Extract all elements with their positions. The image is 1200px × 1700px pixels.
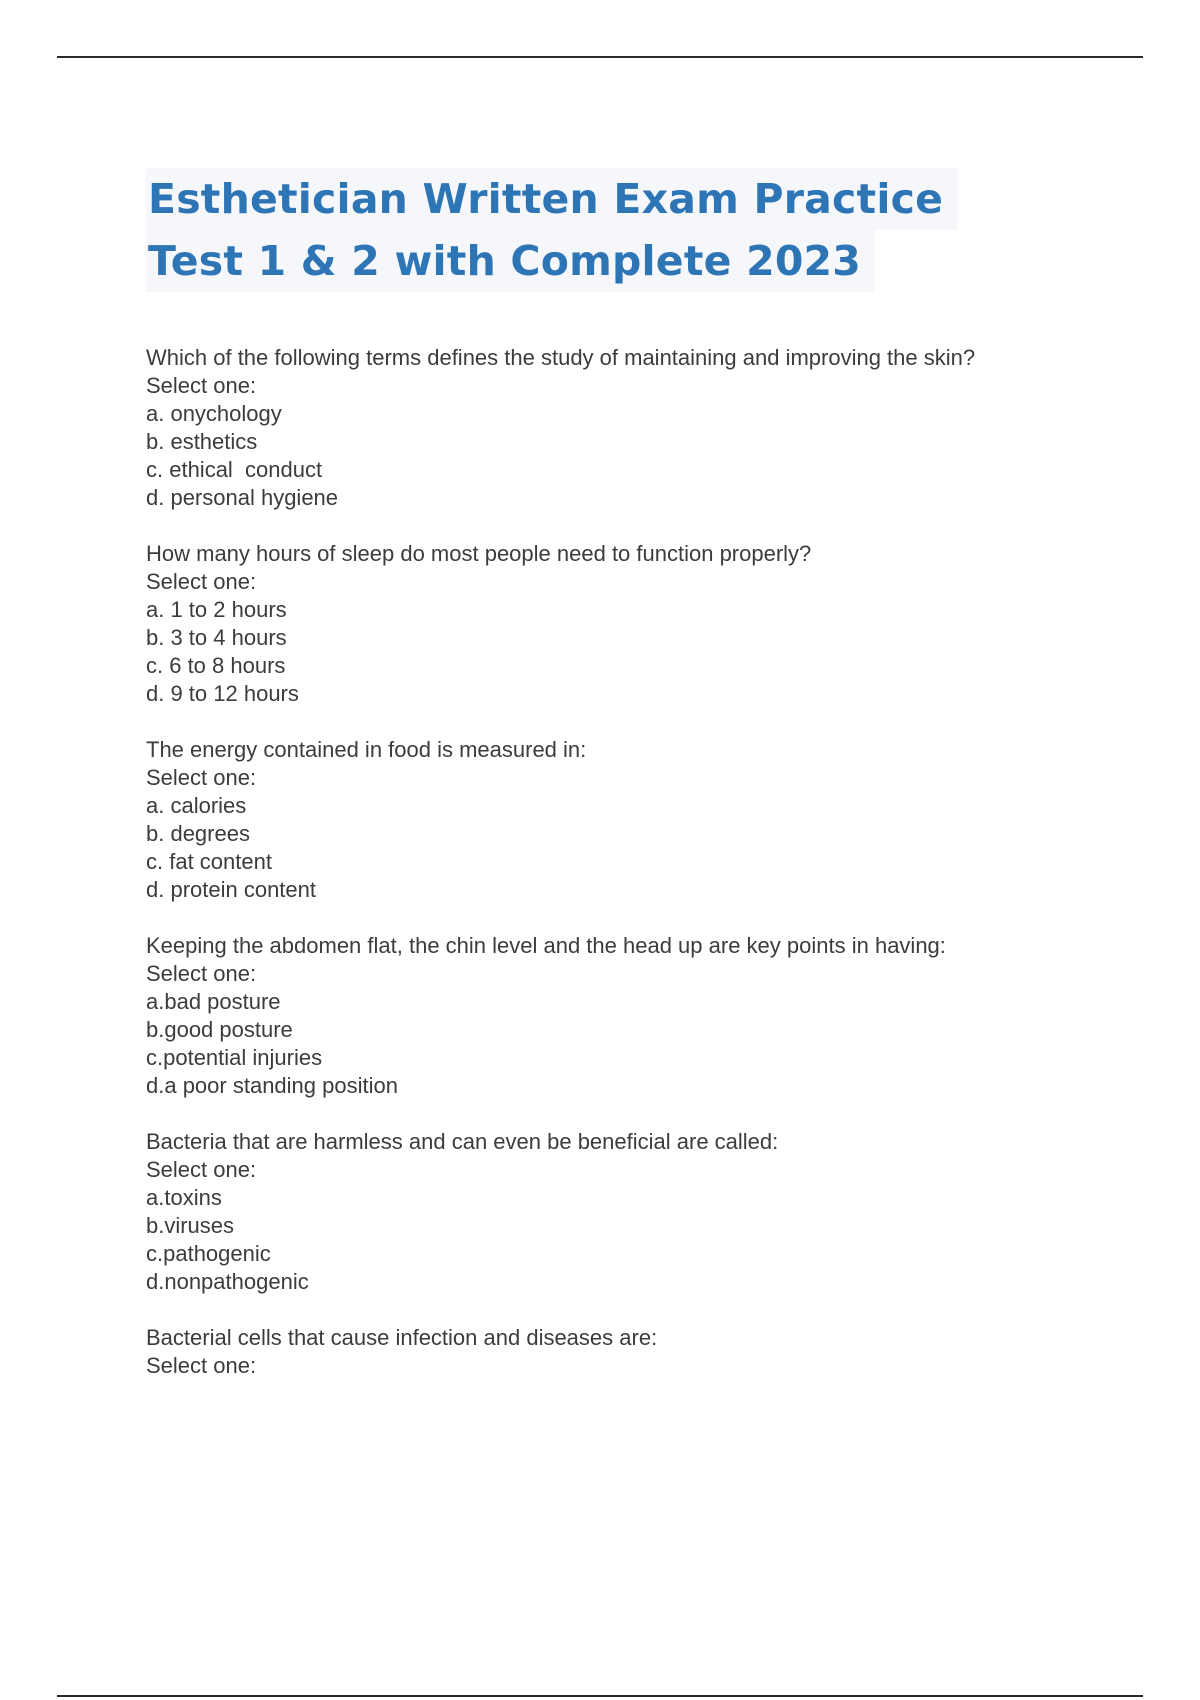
question-prompt: Keeping the abdomen flat, the chin level and the head up are key points in having: (146, 933, 946, 958)
select-one-label: Select one: (146, 765, 257, 790)
question-prompt: The energy contained in food is measured in: (146, 737, 587, 762)
question-prompt: Bacteria that are harmless and can even be beneficial are called: (146, 1129, 779, 1154)
document-title (146, 168, 1046, 292)
answer-option: c.potential injuries (146, 1045, 323, 1070)
question-list (146, 344, 1106, 1408)
select-one-label: Select one: (146, 1157, 257, 1182)
answer-option: d.nonpathogenic (146, 1269, 309, 1294)
question-prompt: Bacterial cells that cause infection and diseases are: (146, 1325, 658, 1350)
answer-option: d. 9 to 12 hours (146, 681, 299, 706)
answer-option: a. calories (146, 793, 247, 818)
answer-option: a. 1 to 2 hours (146, 597, 287, 622)
answer-option: a. onychology (146, 401, 282, 426)
answer-option: b. esthetics (146, 429, 258, 454)
question-5 (146, 1128, 1106, 1296)
answer-option: c. 6 to 8 hours (146, 653, 286, 678)
answer-option: b.good posture (146, 1017, 293, 1042)
answer-option: c.pathogenic (146, 1241, 271, 1266)
footer-rule (57, 1695, 1143, 1697)
answer-option: c. ethical conduct (146, 457, 323, 482)
header-rule (57, 56, 1143, 58)
question-prompt: Which of the following terms defines the study of maintaining and improving the skin? (146, 345, 976, 370)
answer-option: a.toxins (146, 1185, 222, 1210)
select-one-label: Select one: (146, 569, 257, 594)
answer-option: a.bad posture (146, 989, 281, 1014)
answer-option: d. personal hygiene (146, 485, 339, 510)
answer-option: d.a poor standing position (146, 1073, 398, 1098)
select-one-label: Select one: (146, 1353, 257, 1378)
question-4 (146, 932, 1106, 1100)
answer-option: b. degrees (146, 821, 250, 846)
question-6 (146, 1324, 1106, 1380)
answer-option: b.viruses (146, 1213, 235, 1238)
select-one-label: Select one: (146, 373, 257, 398)
question-3 (146, 736, 1106, 904)
answer-option: b. 3 to 4 hours (146, 625, 287, 650)
answer-option: c. fat content (146, 849, 272, 874)
question-prompt: How many hours of sleep do most people need to function properly? (146, 541, 812, 566)
select-one-label: Select one: (146, 961, 257, 986)
question-2 (146, 540, 1106, 708)
title-line-1: Esthetician Written Exam Practice (146, 168, 957, 230)
title-line-2: Test 1 & 2 with Complete 2023 (146, 230, 875, 292)
question-1 (146, 344, 1106, 512)
answer-option: d. protein content (146, 877, 317, 902)
